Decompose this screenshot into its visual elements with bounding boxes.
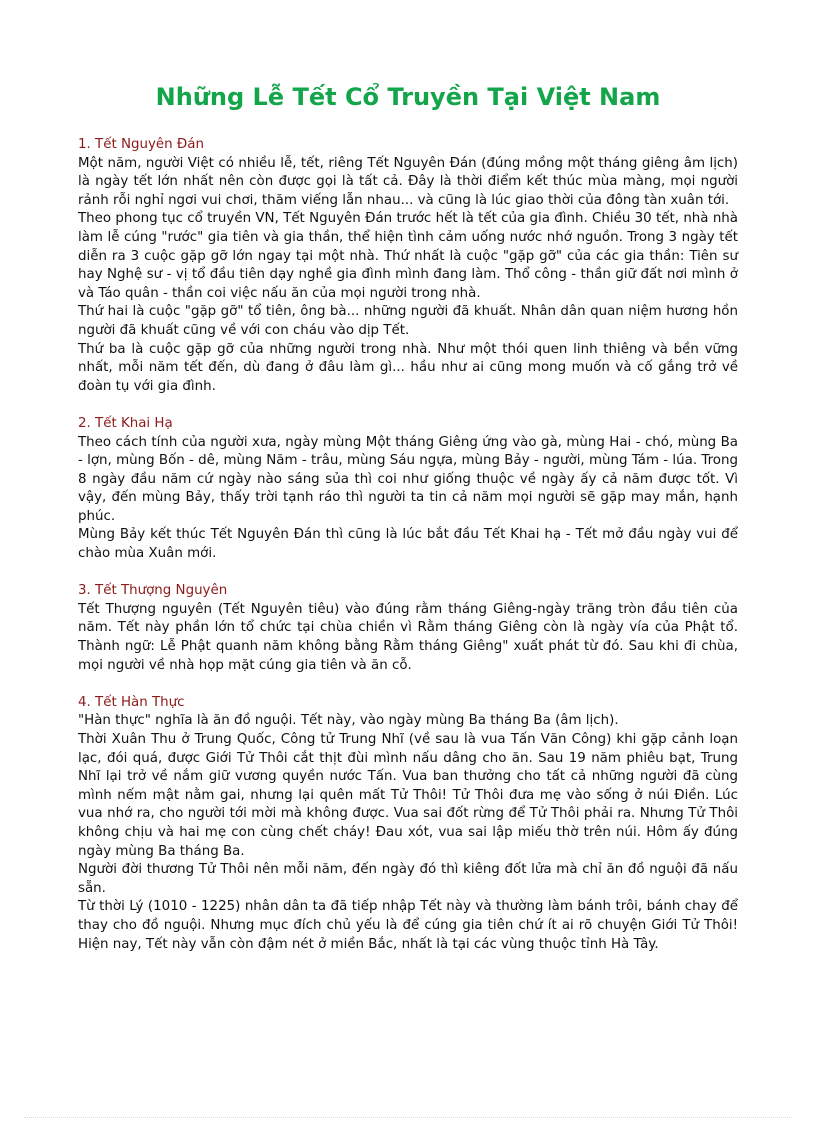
document-body bbox=[78, 136, 738, 973]
paragraph: Thứ hai là cuộc "gặp gỡ" tổ tiên, ông bà... những người đã khuất. Nhân dân quan niệm hương hồn người đã khuất cũng về với con cháu vào dịp Tết. bbox=[78, 304, 738, 338]
page-bottom-divider bbox=[24, 1117, 792, 1118]
paragraph: Thứ ba là cuộc gặp gỡ của những người trong nhà. Như một thói quen linh thiêng và bền vững nhất, mỗi năm tết đến, dù đang ở đâu làm gì... hầu như ai cũng mong muốn và cố gắng trở về đoàn tụ với gia đình. bbox=[78, 341, 738, 394]
section-heading: 1. Tết Nguyên Đán bbox=[78, 137, 204, 152]
paragraph: Thời Xuân Thu ở Trung Quốc, Công tử Trung Nhĩ (về sau là vua Tấn Văn Công) khi gặp cảnh loạn lạc, đói quá, được Giới Tử Thôi cắt thịt đùi mình nấu dâng cho ăn. Sau 19 năm phiêu bạt, Trung Nhĩ lại trở về nắm giữ vương quyền nước Tấn. Vua ban thưởng cho tất cả những người đã cùng mình nếm mật nằm gai, nhưng lại quên mất Tử Thôi! Tử Thôi đưa mẹ vào sống ở núi Điền. Lúc vua nhớ ra, cho người tới mời mà không được. Vua sai đốt rừng để Tử Thôi phải ra. Nhưng Tử Thôi không chịu và hai mẹ con cùng chết cháy! Đau xót, vua sai lập miếu thờ trên núi. Hôm ấy đúng ngày mùng Ba tháng Ba. bbox=[78, 732, 738, 859]
paragraph: Từ thời Lý (1010 - 1225) nhân dân ta đã tiếp nhập Tết này và thường làm bánh trôi, bánh chay để thay cho đồ nguội. Nhưng mục đích chủ yếu là để cúng gia tiên chứ ít ai rõ chuyện Giới Tử Thôi! Hiện nay, Tết này vẫn còn đậm nét ở miền Bắc, nhất là tại các vùng thuộc tỉnh Hà Tây. bbox=[78, 899, 738, 952]
section-tet-thuong-nguyen bbox=[78, 582, 738, 675]
paragraph: Mùng Bảy kết thúc Tết Nguyên Đán thì cũng là lúc bắt đầu Tết Khai hạ - Tết mở đầu ngày vui để chào mùa Xuân mới. bbox=[78, 527, 738, 562]
paragraph: "Hàn thực" nghĩa là ăn đồ nguội. Tết này, vào ngày mùng Ba tháng Ba (âm lịch). bbox=[78, 713, 619, 729]
paragraph: Tết Thượng nguyên (Tết Nguyên tiêu) vào đúng rằm tháng Giêng-ngày trăng tròn đầu tiên của năm. Tết này phần lớn tổ chức tại chùa chiền vì Rằm tháng Giêng còn là ngày vía của Phật tổ. Thành ngữ: Lễ Phật quanh năm không bằng Rằm tháng Giêng" xuất phát từ đó. Sau khi đi chùa, mọi người về nhà họp mặt cúng gia tiên và ăn cỗ. bbox=[78, 601, 738, 673]
section-heading: 4. Tết Hàn Thực bbox=[78, 694, 185, 710]
section-heading: 3. Tết Thượng Nguyên bbox=[78, 583, 228, 599]
section-tet-han-thuc bbox=[78, 694, 738, 954]
section-tet-nguyen-dan bbox=[78, 136, 738, 396]
paragraph: Người đời thương Tử Thôi nên mỗi năm, đến ngày đó thì kiêng đốt lửa mà chỉ ăn đồ nguội đã nấu sẵn. bbox=[78, 862, 738, 896]
paragraph: Một năm, người Việt có nhiều lễ, tết, riêng Tết Nguyên Đán (đúng mồng một tháng giêng âm lịch) là ngày tết lớn nhất nên còn được gọi là tất cả. Đây là thời điểm kết thúc mùa màng, mọi người rảnh rỗi nghỉ ngơi vui chơi, thăm viếng lẫn nhau... và cũng là lúc giao thời của đông tàn xuân tới. bbox=[78, 155, 738, 208]
paragraph: Theo phong tục cổ truyền VN, Tết Nguyên Đán trước hết là tết của gia đình. Chiều 30 tết, nhà nhà làm lễ cúng "rước" gia tiên và gia thần, thể hiện tình cảm uống nước nhớ nguồn. Trong 3 ngày tết diễn ra 3 cuộc gặp gỡ lớn ngay tại một nhà. Thứ nhất là cuộc "gặp gỡ" của các gia thần: Tiên sư hay Nghệ sư - vị tổ đầu tiên dạy nghề gia đình mình đang làm. Thổ công - thần giữ đất nơi mình ở và Táo quân - thần coi việc nấu ăn của mọi người trong nhà. bbox=[78, 211, 738, 301]
document-title: Những Lễ Tết Cổ Truyền Tại Việt Nam bbox=[155, 83, 661, 111]
section-heading: 2. Tết Khai Hạ bbox=[78, 415, 173, 431]
section-tet-khai-ha bbox=[78, 415, 738, 564]
paragraph: Theo cách tính của người xưa, ngày mùng Một tháng Giêng ứng vào gà, mùng Hai - chó, mùng Ba - lợn, mùng Bốn - dê, mùng Năm - trâu, mùng Sáu ngựa, mùng Bảy - người, mùng Tám - lúa. Trong 8 ngày đầu năm cứ ngày nào sáng sủa thì coi như giống thuộc về ngày ấy cả năm được tốt. Vì vậy, đến mùng Bảy, thấy trời tạnh ráo thì người ta tin cả năm mọi người sẽ gặp may mắn, hạnh phúc. bbox=[78, 434, 738, 524]
